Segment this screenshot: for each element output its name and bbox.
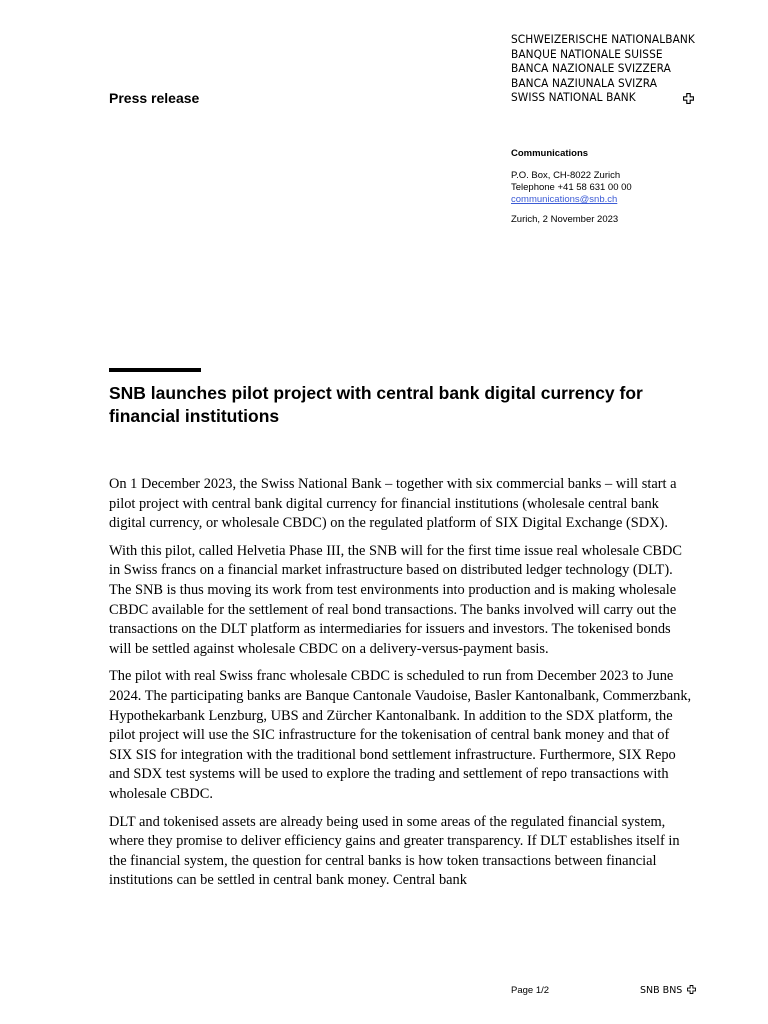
contact-telephone: Telephone +41 58 631 00 00 — [511, 182, 632, 193]
contact-heading: Communications — [511, 148, 589, 159]
paragraph: DLT and tokenised assets are already being used in some areas of the regulated financial system, where they promise to deliver efficiency gains and greater transparency. If DLT establishes itself in the financial system, the question for central banks is how token transactions between financial institutions can be settled in central bank money. Central bank — [109, 813, 680, 889]
bank-name-line: SWISS NATIONAL BANK — [511, 90, 636, 105]
paragraph: With this pilot, called Helvetia Phase III, the SNB will for the first time issue real wholesale CBDC in Swiss francs on a financial market infrastructure based on distributed ledger technology (DLT). The SNB is thus moving its work from test environments into production and is making wholesale CBDC available for the settlement of real bond transactions. The banks involved will carry out the transactions on the DLT platform as intermediaries for issuers and investors. The tokenised bonds will be settled against wholesale CBDC on a delivery-versus-payment basis. — [109, 542, 682, 657]
swiss-cross-icon — [687, 985, 696, 994]
bank-name-line: BANQUE NATIONALE SUISSE — [511, 46, 663, 61]
page-number: Page 1/2 — [511, 985, 550, 996]
press-release-label: Press release — [109, 90, 200, 106]
release-date: Zurich, 2 November 2023 — [511, 214, 619, 225]
bank-name-block — [511, 32, 711, 105]
footer-logo — [640, 985, 696, 996]
footer-logo-text: SNB BNS — [640, 985, 683, 996]
contact-address: P.O. Box, CH-8022 Zurich — [511, 170, 621, 181]
contact-email-link[interactable]: communications@snb.ch — [511, 194, 618, 205]
swiss-cross-icon — [683, 93, 694, 104]
title-rule — [109, 368, 201, 372]
page-title: SNB launches pilot project with central bank digital currency for financial institutions — [109, 383, 643, 426]
body-text — [109, 475, 694, 899]
bank-name-line: BANCA NAZIONALE SVIZZERA — [511, 61, 671, 76]
paragraph: The pilot with real Swiss franc wholesale CBDC is scheduled to run from December 2023 to June 2024. The participating banks are Banque Cantonale Vaudoise, Basler Kantonalbank, Commerzbank, Hypothekarbank Lenzburg, UBS and Zürcher Kantonalbank. In addition to the SDX platform, the pilot project will use the SIC infrastructure for the tokenisation of central bank money and that of SIX SIS for integration with the traditional bond settlement infrastructure. Furthermore, SIX Repo and SDX test systems will be used to explore the trading and settlement of repo transactions with wholesale CBDC. — [109, 668, 692, 802]
bank-name-line: BANCA NAZIUNALA SVIZRA — [511, 75, 658, 90]
bank-name-line: SCHWEIZERISCHE NATIONALBANK — [511, 32, 695, 46]
paragraph: On 1 December 2023, the Swiss National Bank – together with six commercial banks – will start a pilot project with central bank digital currency for financial institutions (wholesale central bank digital currency, or wholesale CBDC) on the regulated platform of SIX Digital Exchange (SDX). — [109, 476, 677, 532]
contact-block — [511, 148, 632, 226]
